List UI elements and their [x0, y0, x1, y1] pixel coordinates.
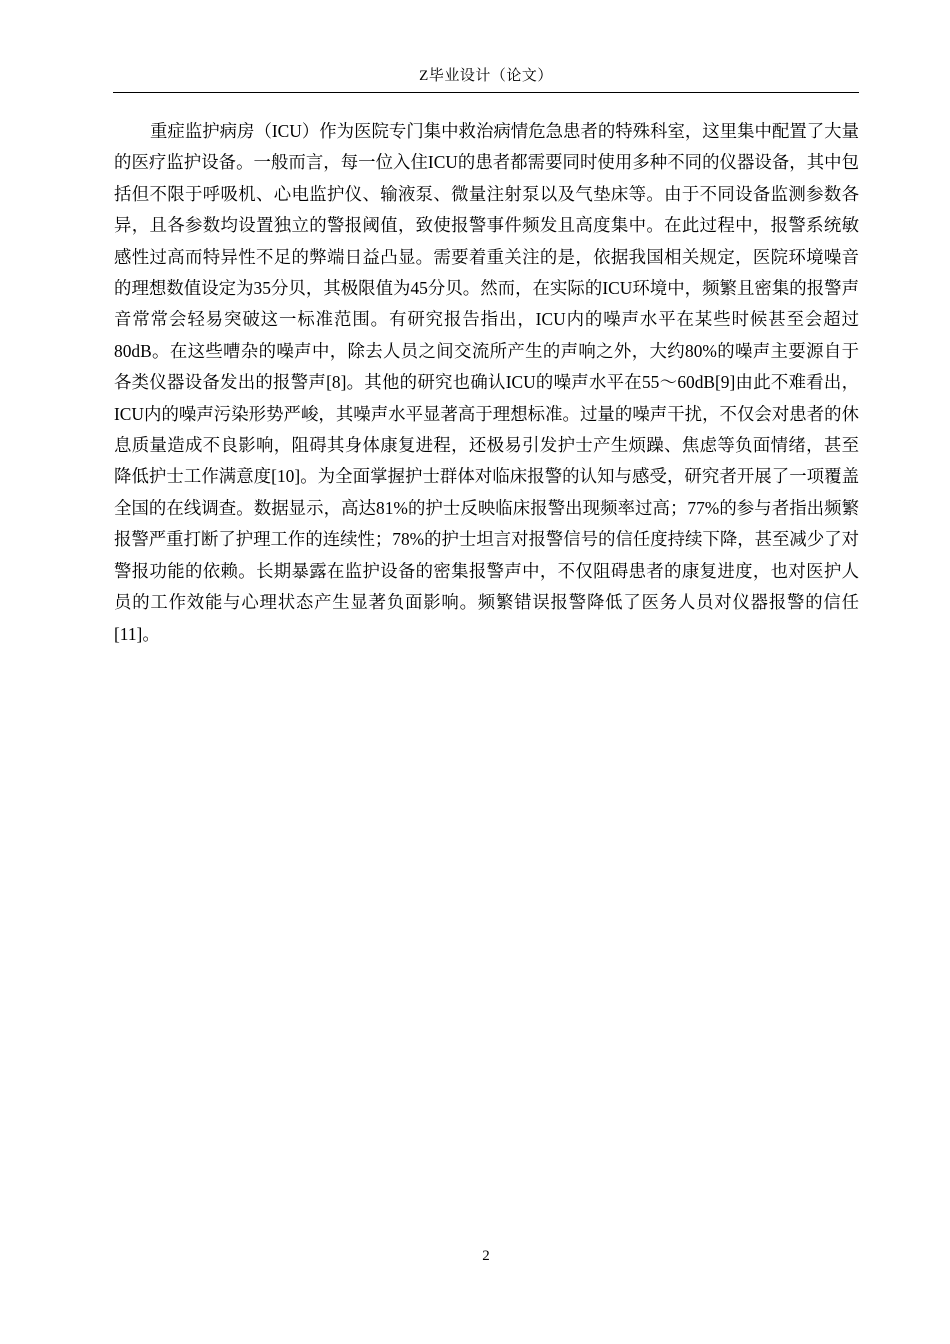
- header-divider: [113, 92, 859, 93]
- page-number: 2: [482, 1248, 490, 1264]
- page-header-title: Z毕业设计（论文）: [419, 68, 553, 84]
- body-paragraph: 重症监护病房（ICU）作为医院专门集中救治病情危急患者的特殊科室，这里集中配置了大量的医疗监护设备。一般而言，每一位入住ICU的患者都需要同时使用多种不同的仪器设备，其中包括但不限于呼吸机、心电监护仪、输液泵、微量注射泵以及气垫床等。由于不同设备监测参数各异，且各参数均设置独立的警报阈值，致使报警事件频发且高度集中。在此过程中，报警系统敏感性过高而特异性不足的弊端日益凸显。需要着重关注的是，依据我国相关规定，医院环境噪音的理想数值设定为35分贝，其极限值为45分贝。然而，在实际的ICU环境中，频繁且密集的报警声音常常会轻易突破这一标准范围。有研究报告指出，ICU内的噪声水平在某些时候甚至会超过80dB。在这些嘈杂的噪声中，除去人员之间交流所产生的声响之外，大约80%的噪声主要源自于各类仪器设备发出的报警声[8]。其他的研究也确认ICU的噪声水平在55～60dB[9]由此不难看出，ICU内的噪声污染形势严峻，其噪声水平显著高于理想标准。过量的噪声干扰，不仅会对患者的休息质量造成不良影响，阻碍其身体康复进程，还极易引发护士产生烦躁、焦虑等负面情绪，甚至降低护士工作满意度[10]。为全面掌握护士群体对临床报警的认知与感受，研究者开展了一项覆盖全国的在线调查。数据显示，高达81%的护士反映临床报警出现频率过高；77%的参与者指出频繁报警严重打断了护理工作的连续性；78%的护士坦言对报警信号的信任度持续下降，甚至减少了对警报功能的依赖。长期暴露在监护设备的密集报警声中，不仅阻碍患者的康复进度，也对医护人员的工作效能与心理状态产生显著负面影响。频繁错误报警降低了医务人员对仪器报警的信任[11]。: [114, 121, 859, 644]
